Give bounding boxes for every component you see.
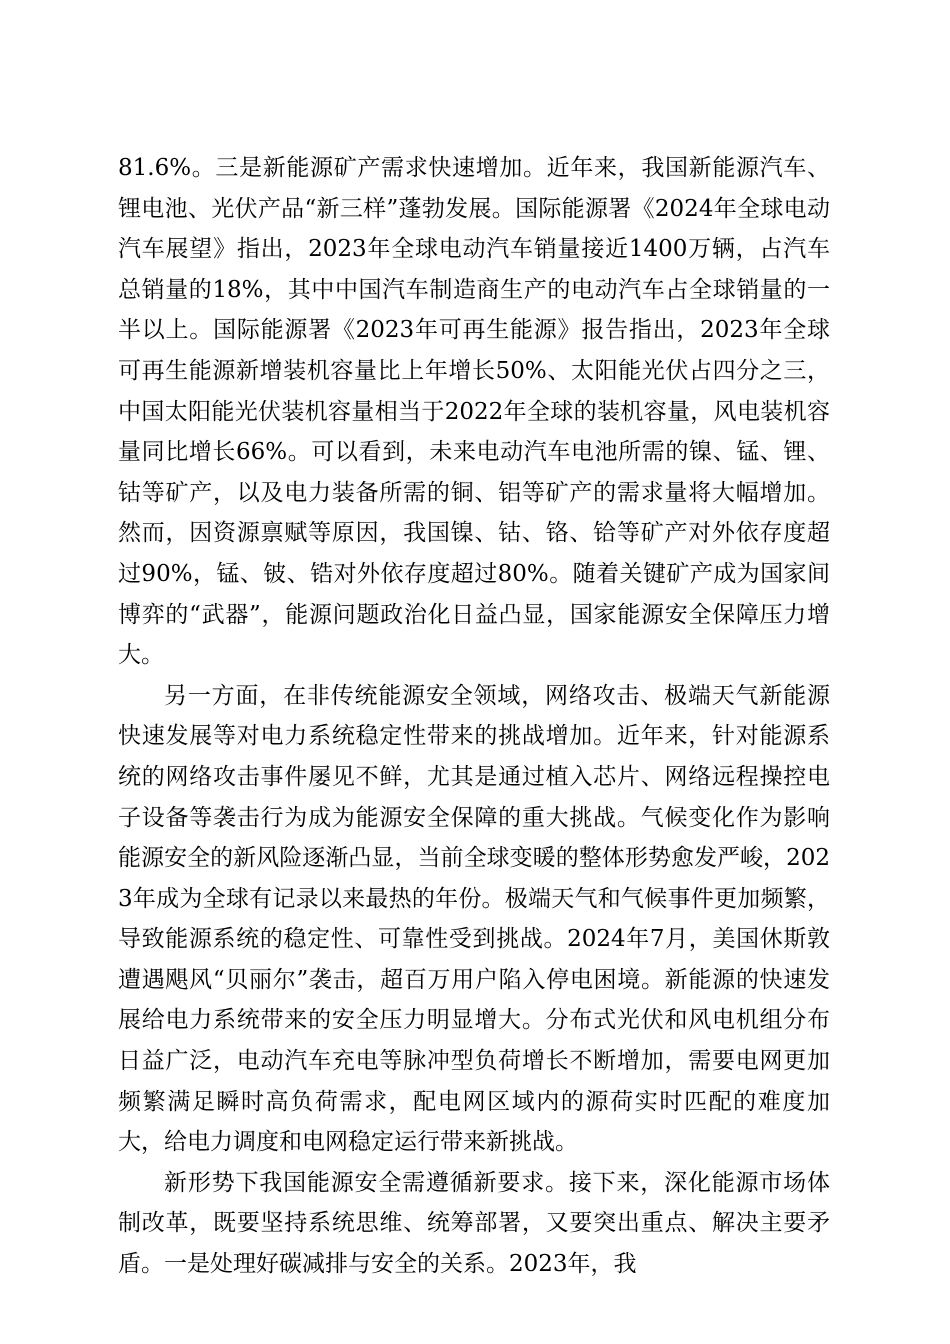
paragraph-new-requirements: 新形势下我国能源安全需遵循新要求。接下来，深化能源市场体制改革，既要坚持系统思维、统筹部署，又要突出重点、解决主要矛盾。一是处理好碳减排与安全的关系。2023年，我 <box>118 1169 830 1278</box>
paragraph-nontraditional-security: 另一方面，在非传统能源安全领域，网络攻击、极端天气新能源快速发展等对电力系统稳定性带来的挑战增加。近年来，针对能源系统的网络攻击事件屡见不鲜，尤其是通过植入芯片、网络远程操控电子设备等袭击行为成为能源安全保障的重大挑战。气候变化作为影响能源安全的新风险逐渐凸显，当前全球变暖的整体形势愈发严峻，2023年成为全球有记录以来最热的年份。极端天气和气候事件更加频繁，导致能源系统的稳定性、可靠性受到挑战。2024年7月，美国休斯敦遭遇飓风“贝丽尔”袭击，超百万用户陷入停电困境。新能源的快速发展给电力系统带来的安全压力明显增大。分布式光伏和风电机组分布日益广泛，电动汽车充电等脉冲型负荷增长不断增加，需要电网更加频繁满足瞬时高负荷需求，配电网区域内的源荷实时匹配的难度加大，给电力调度和电网稳定运行带来新挑战。 <box>118 682 830 1156</box>
paragraph-continued: 81.6%。三是新能源矿产需求快速增加。近年来，我国新能源汽车、锂电池、光伏产品“新三样”蓬勃发展。国际能源署《2024年全球电动汽车展望》指出，2023年全球电动汽车销量接近1400万辆，占汽车总销量的18%，其中中国汽车制造商生产的电动汽车占全球销量的一半以上。国际能源署《2023年可再生能源》报告指出，2023年全球可再生能源新增装机容量比上年增长50%、太阳能光伏占四分之三，中国太阳能光伏装机容量相当于2022年全球的装机容量，风电装机容量同比增长66%。可以看到，未来电动汽车电池所需的镍、锰、锂、钴等矿产，以及电力装备所需的铜、铝等矿产的需求量将大幅增加。然而，因资源禀赋等原因，我国镍、钴、铬、铪等矿产对外依存度超过90%，锰、铍、锆对外依存度超过80%。随着关键矿产成为国家间博弈的“武器”，能源问题政治化日益凸显，国家能源安全保障压力增大。 <box>118 155 830 669</box>
document-body <box>118 148 830 1285</box>
